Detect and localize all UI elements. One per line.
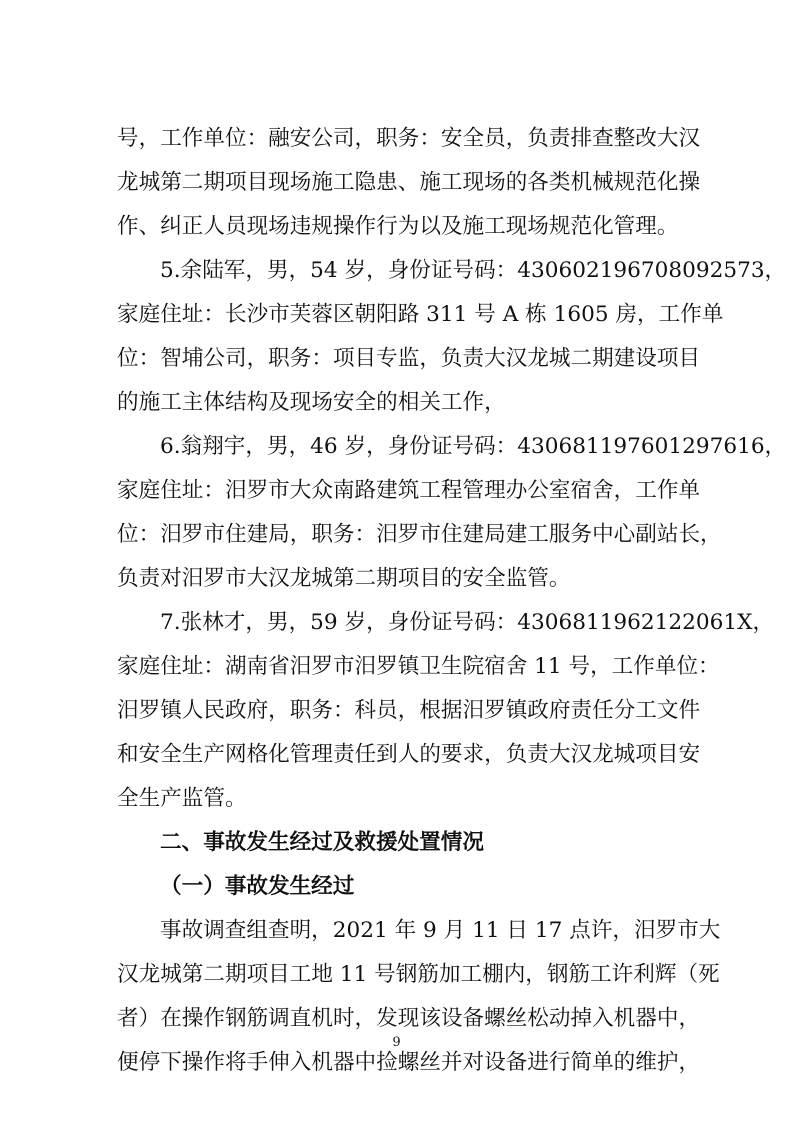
paragraph-line: 龙城第二期项目现场施工隐患、施工现场的各类机械规范化操 [117,170,701,195]
paragraph-line: 负责对汨罗市大汉龙城第二期项目的安全监管。 [117,566,571,591]
paragraph-line: 家庭住址：长沙市芙蓉区朝阳路 311 号 A 栋 1605 房，工作单 [117,302,724,327]
paragraph-line: 者）在操作钢筋调直机时，发现该设备螺丝松动掉入机器中， [117,1006,701,1031]
paragraph-line: 作、纠正人员现场违规操作行为以及施工现场规范化管理。 [117,214,679,239]
paragraph-line: 号，工作单位：融安公司，职务：安全员，负责排查整改大汉 [117,126,701,151]
page-number: 9 [392,1035,401,1050]
section-heading: 二、事故发生经过及救援处置情况 [160,830,484,855]
paragraph-line: 位：汨罗市住建局，职务：汨罗市住建局建工服务中心副站长， [117,522,722,547]
paragraph-line: 家庭住址：湖南省汨罗市汨罗镇卫生院宿舍 11 号，工作单位： [117,654,720,679]
paragraph-line: 汉龙城第二期项目工地 11 号钢筋加工棚内，钢筋工许利辉（死 [117,962,720,987]
paragraph-line: 和安全生产网格化管理责任到人的要求，负责大汉龙城项目安 [117,742,701,767]
paragraph-line: 便停下操作将手伸入机器中捡螺丝并对设备进行简单的维护， [117,1050,701,1075]
paragraph-line: 汨罗镇人民政府，职务：科员，根据汨罗镇政府责任分工文件 [117,698,701,723]
subsection-heading: （一）事故发生经过 [160,874,355,899]
paragraph-line: 7.张林才，男，59 岁，身份证号码：4306811962122061X， [160,610,775,635]
paragraph-line: 全生产监管。 [117,786,247,811]
paragraph-line: 的施工主体结构及现场安全的相关工作， [117,390,506,415]
paragraph-line: 家庭住址：汨罗市大众南路建筑工程管理办公室宿舍，工作单 [117,478,701,503]
paragraph-line: 5.余陆军，男，54 岁，身份证号码：430602196708092573， [160,258,787,283]
paragraph-line: 事故调查组查明，2021 年 9 月 11 日 17 点许，汨罗市大 [160,918,721,943]
paragraph-line: 位：智埔公司，职务：项目专监，负责大汉龙城二期建设项目 [117,346,701,371]
paragraph-line: 6.翁翔宇，男，46 岁，身份证号码：430681197601297616， [160,434,787,459]
